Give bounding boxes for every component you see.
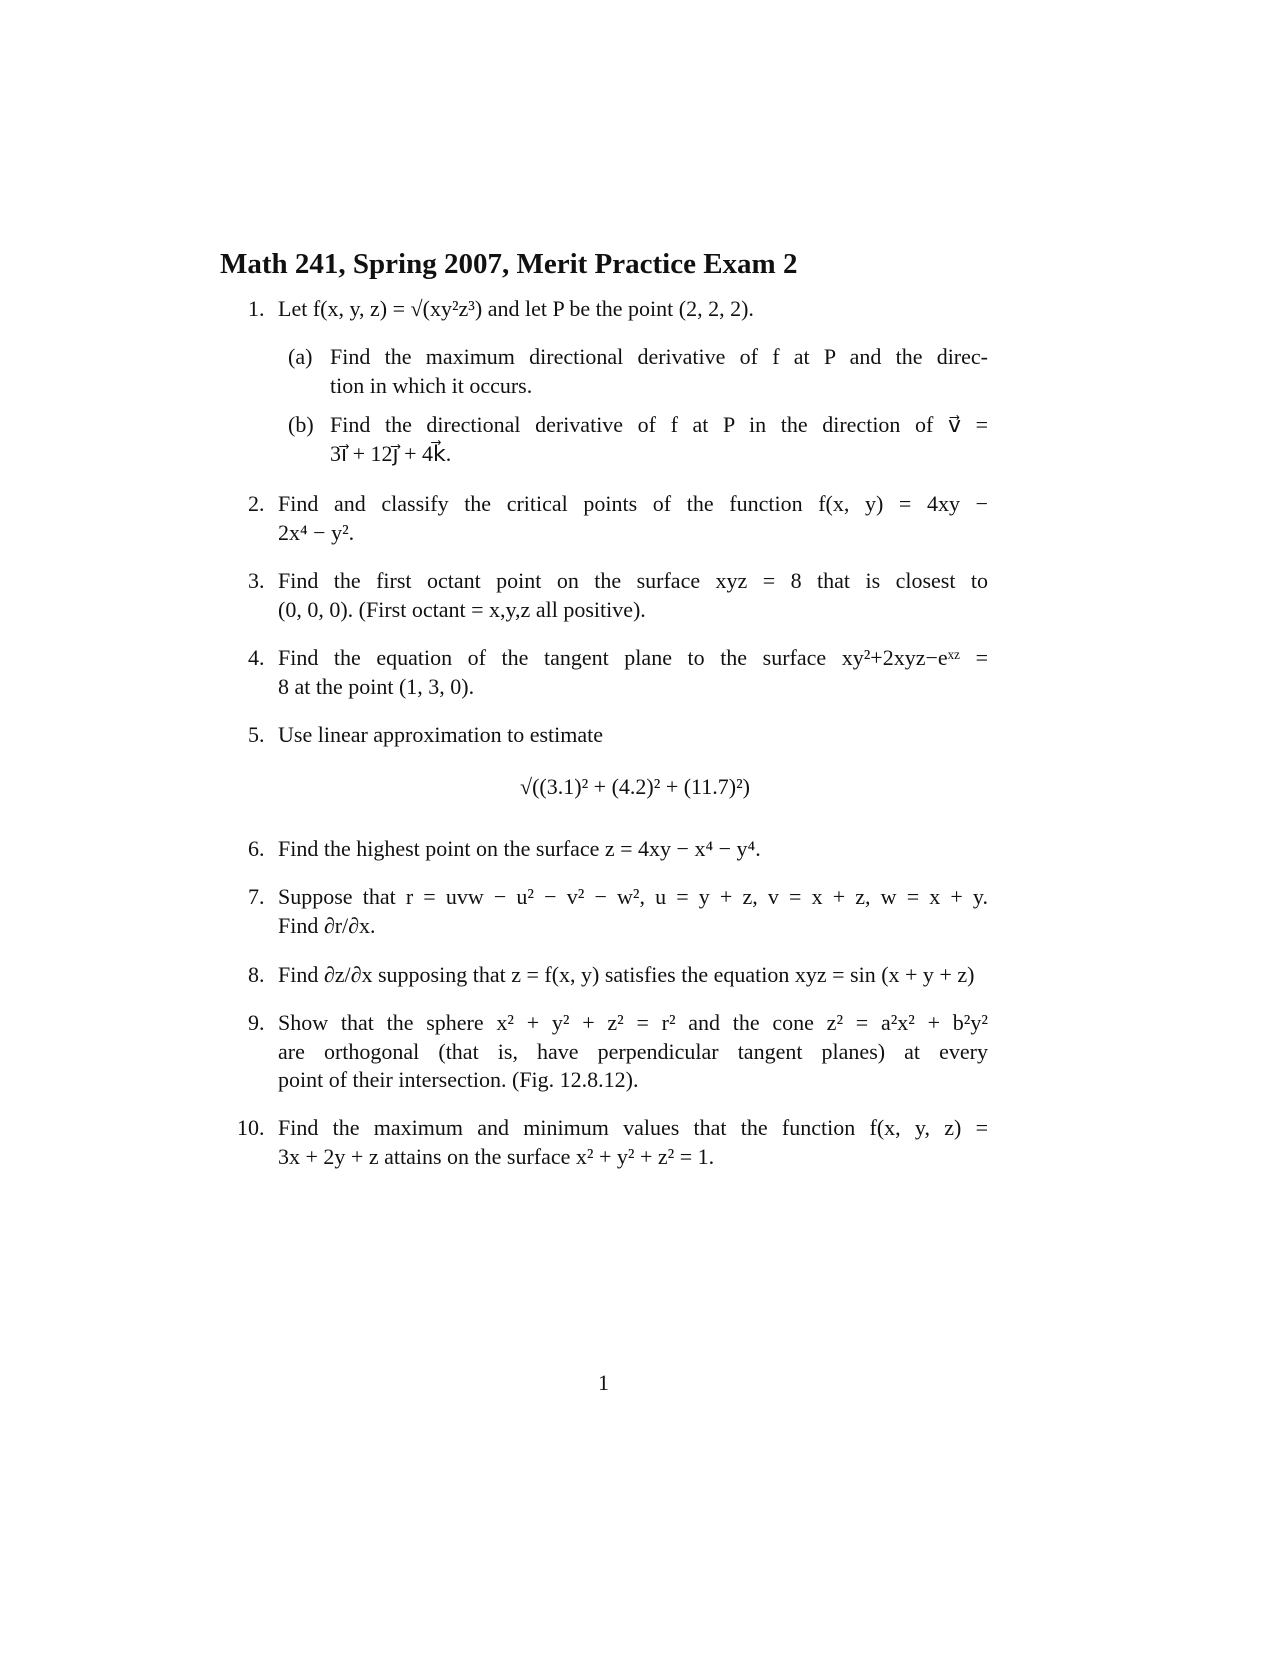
- problem-text: Find the highest point on the surface z = 4xy − x⁴ − y⁴.: [278, 836, 761, 861]
- problem-text: 8 at the point (1, 3, 0).: [278, 674, 475, 699]
- problem-number: 7.: [248, 884, 265, 909]
- problem-text: Use linear approximation to estimate: [278, 722, 604, 747]
- display-formula: √((3.1)² + (4.2)² + (11.7)²): [520, 774, 750, 799]
- problem-text: 2x⁴ − y².: [278, 520, 355, 545]
- exam-title: Math 241, Spring 2007, Merit Practice Exam 2: [220, 248, 798, 280]
- part-text: Find the directional derivative of f at P in the direction of v⃗ =: [330, 412, 988, 437]
- problem-number: 6.: [248, 836, 265, 861]
- problem-number: 3.: [248, 568, 265, 593]
- problem-number: 2.: [248, 491, 265, 516]
- problem-text: Find the equation of the tangent plane to the surface xy²+2xyz−eˣᶻ =: [278, 645, 988, 670]
- problem-number: 4.: [248, 645, 265, 670]
- part-text: 3i⃗ + 12j⃗ + 4k⃗.: [330, 441, 452, 466]
- part-label: (a): [288, 344, 313, 369]
- problem-text: Find the first octant point on the surface xyz = 8 that is closest to: [278, 568, 988, 593]
- problem-text: 3x + 2y + z attains on the surface x² + y² + z² = 1.: [278, 1144, 715, 1169]
- problem-number: 8.: [248, 962, 265, 987]
- problem-number: 10.: [237, 1115, 265, 1140]
- page-number: 1: [598, 1370, 609, 1395]
- problem-number: 5.: [248, 722, 265, 747]
- problem-text: Find ∂z/∂x supposing that z = f(x, y) satisfies the equation xyz = sin (x + y + z): [278, 962, 975, 987]
- problem-number: 1.: [248, 296, 265, 321]
- problem-text: Find the maximum and minimum values that the function f(x, y, z) =: [278, 1115, 988, 1140]
- problem-text: are orthogonal (that is, have perpendicular tangent planes) at every: [278, 1039, 988, 1064]
- problem-number: 9.: [248, 1010, 265, 1035]
- problem-text: Show that the sphere x² + y² + z² = r² and the cone z² = a²x² + b²y²: [278, 1010, 988, 1035]
- problem-text: Suppose that r = uvw − u² − v² − w², u = y + z, v = x + z, w = x + y.: [278, 884, 988, 909]
- part-text: Find the maximum directional derivative of f at P and the direc-: [330, 344, 988, 369]
- part-text: tion in which it occurs.: [330, 373, 533, 398]
- part-label: (b): [288, 412, 314, 437]
- problem-text: (0, 0, 0). (First octant = x,y,z all positive).: [278, 597, 646, 622]
- problem-text: point of their intersection. (Fig. 12.8.12).: [278, 1067, 639, 1092]
- problem-text: Find and classify the critical points of the function f(x, y) = 4xy −: [278, 491, 988, 516]
- problem-text: Let f(x, y, z) = √(xy²z³) and let P be the point (2, 2, 2).: [278, 296, 754, 321]
- problem-text: Find ∂r/∂x.: [278, 913, 376, 938]
